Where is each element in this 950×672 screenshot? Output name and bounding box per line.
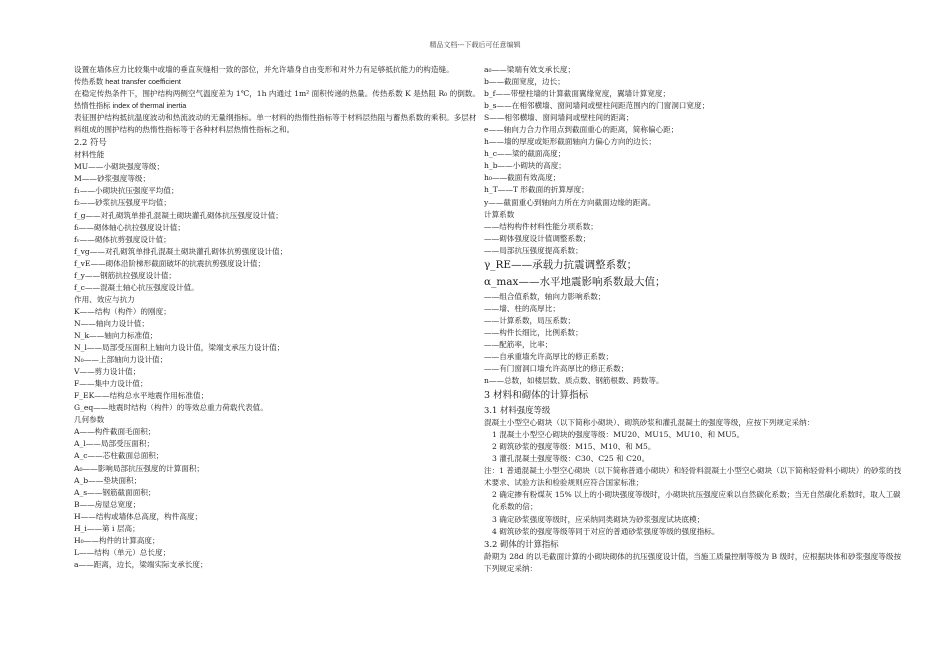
text-line: MU——小砌块强度等级； bbox=[74, 162, 165, 172]
text-line: F_EK——结构总水平地震作用标准值； bbox=[74, 391, 209, 401]
text-line: ——构件长细比，比例系数； bbox=[484, 327, 583, 337]
text-line: b_f——带壁柱墙的计算截面翼缘宽度，翼墙计算宽度； bbox=[484, 89, 671, 99]
text-line: N——轴向力设计值； bbox=[74, 318, 149, 328]
text-line: 注：1 普通混凝土小型空心砌块（以下简称普通小砌块）和轻骨料混凝土小型空心砌块（以下简称轻骨料小砌块）的砂浆的技术要求、试验方法和检验规则应符合国家标准； bbox=[484, 466, 902, 488]
text-line: A_c——芯柱截面总面积； bbox=[74, 451, 164, 461]
text-line: N_k——轴向力标准值； bbox=[74, 330, 158, 340]
text-line: ——结构构件材料性能分项系数； bbox=[484, 221, 598, 231]
text-line: A——构件截面毛面积； bbox=[74, 427, 156, 437]
text-line: h_T——T 形截面的折算厚度； bbox=[484, 185, 589, 195]
text-line: A₀——影响局部抗压强度的计算面积； bbox=[74, 463, 205, 473]
text-line: 3 确定砂浆强度等级时，应采纳同类砌块为砂浆强度试块底模； bbox=[492, 514, 705, 524]
text-line: 传热系数 heat transfer coefficient bbox=[74, 77, 181, 87]
text-line: 2.2 符号 bbox=[74, 137, 107, 148]
text-line: B——房屋总宽度； bbox=[74, 499, 141, 509]
text-line: N_l——局部受压面积上轴向力设计值，梁端支承压力设计值； bbox=[74, 343, 285, 353]
text-line: H——结构或墙体总高度，构件高度； bbox=[74, 511, 203, 521]
text-line: a——距离，边长，梁端实际支承长度； bbox=[74, 559, 208, 569]
text-line: F——集中力设计值； bbox=[74, 379, 148, 389]
text-line: f₂——砂浆抗压强度平均值； bbox=[74, 198, 171, 208]
text-line: ——墙、柱的高厚比； bbox=[484, 303, 560, 313]
text-line: K——结构（构件）的刚度； bbox=[74, 306, 171, 316]
text-line: ——组合值系数，轴向力影响系数； bbox=[484, 291, 606, 301]
text-line: 表征围护结构抵抗温度波动和热流波动的无量纲指标。单一材料的热惰性指标等于材料层热阻与蓄热系数的乘积。多层材料组成的围护结构的热惰性指标等于各种材料层热惰性指标之和。 bbox=[74, 113, 477, 135]
text-line: f_vE——砌体沿阶梯形截面破坏的抗震抗剪强度设计值； bbox=[74, 258, 266, 268]
text-line: f_vg——对孔砌筑单排孔混凝土砌块灌孔砌体抗剪强度设计值； bbox=[74, 246, 288, 256]
text-line: b——截面宽度，边长； bbox=[484, 77, 565, 87]
text-line: 计算系数 bbox=[484, 209, 515, 219]
text-line: 作用、效应与抗力 bbox=[74, 294, 135, 304]
text-line: S——相邻横墙、窗间墙间或壁柱间的距离； bbox=[484, 113, 634, 123]
text-line: A_l——局部受压面积； bbox=[74, 439, 155, 449]
text-line: N₀——上部轴向力设计值； bbox=[74, 355, 168, 365]
text-line: n——总数，如楼层数、质点数、钢筋根数、跨数等。 bbox=[484, 376, 664, 386]
text-line: e——轴向力合力作用点到截面重心的距离，简称偏心距； bbox=[484, 125, 679, 135]
text-line: α_max——水平地震影响系数最大值； bbox=[484, 275, 666, 288]
left-column bbox=[74, 64, 482, 571]
text-line: 4 砌筑砂浆的强度等级等同于对应的普通砂浆强度等级的强度指标。 bbox=[492, 526, 720, 536]
text-line: ——计算系数，局压系数； bbox=[484, 315, 576, 325]
text-line: M——砂浆强度等级； bbox=[74, 174, 151, 184]
text-line: 2 确定掺有粉煤灰 15% 以上的小砌块强度等级时，小砌块抗压强度应乘以自然碳化系数；当无自然碳化系数时，取人工碳化系数的倍； bbox=[492, 490, 901, 512]
text-line: h_c——梁的截面高度； bbox=[484, 149, 566, 159]
page-header: 精品文档---下载后可任意编辑 bbox=[429, 41, 521, 49]
text-line: a₀——梁端有效支承长度； bbox=[484, 65, 576, 74]
text-line: h₀——截面有效高度； bbox=[484, 173, 561, 183]
text-line: 3 材料和砌体的计算指标 bbox=[484, 390, 589, 402]
text-line: ——自承重墙允许高厚比的修正系数； bbox=[484, 351, 614, 361]
text-line: h_b——小砌块的高度； bbox=[484, 161, 566, 171]
text-line: ——砌体强度设计值调整系数； bbox=[484, 233, 591, 243]
text-line: A_b——垫块面积； bbox=[74, 475, 142, 485]
text-line: ——有门窗洞口墙允许高厚比的修正系数； bbox=[484, 364, 629, 374]
text-line: L——结构（单元）总长度； bbox=[74, 547, 171, 557]
text-line: ——局部抗压强度提高系数； bbox=[484, 245, 583, 255]
text-line: 材料性能 bbox=[74, 150, 105, 160]
text-line: 2 砌筑砂浆的强度等级：M15、M10、和 M5。 bbox=[492, 442, 656, 452]
text-line: V——剪力设计值； bbox=[74, 367, 141, 377]
text-line: H_i——第 i 层高； bbox=[74, 523, 140, 533]
text-line: f_c——混凝土轴心抗压强度设计值。 bbox=[74, 282, 199, 292]
right-column bbox=[484, 64, 904, 575]
text-line: 1 混凝土小型空心砌块的强度等级：MU20、MU15、MU10、和 MU5。 bbox=[492, 430, 745, 440]
text-line: H₀——构件的计算高度； bbox=[74, 535, 160, 545]
text-line: G_eq——地震时结构（构件）的等效总重力荷载代表值。 bbox=[74, 403, 268, 413]
text-line: 在稳定传热条件下，围护结构两侧空气温度差为 1℃，1h 内通过 1m² 面积传递的热量。传热系数 K 是热阻 R₀ 的倒数。 bbox=[74, 89, 480, 99]
text-line: fₜ——砌体轴心抗拉强度设计值； bbox=[74, 222, 185, 232]
text-line: 设置在墙体应力比较集中或墙的垂直灰缝相一致的部位，并允许墙身自由变形和对外力有足够抵抗能力的构造缝。 bbox=[74, 65, 454, 74]
text-line: b_s——在相邻横墙、窗间墙间或壁柱间距范围内的门窗洞口宽度； bbox=[484, 101, 710, 111]
text-line: h——墙的厚度或矩形截面轴向力偏心方向的边长； bbox=[484, 137, 656, 147]
text-line: f_y——钢筋抗拉强度设计值； bbox=[74, 270, 177, 280]
text-line: ——配筋率，比率； bbox=[484, 339, 553, 349]
text-line: 3 灌孔混凝土强度等级：C30、C25 和 C20。 bbox=[492, 454, 650, 464]
text-line: 热惰性指标 index of thermal inertia bbox=[74, 101, 187, 111]
text-line: y——截面重心到轴向力所在方向截面边缘的距离。 bbox=[484, 197, 656, 207]
text-line: 几何参数 bbox=[74, 415, 105, 425]
text-line: 混凝土小型空心砌块（以下简称小砌块）、砌筑砂浆和灌孔混凝土的强度等级，应按下列规定采纳： bbox=[484, 418, 815, 428]
text-line: f_g——对孔砌筑单排孔混凝土砌块灌孔砌体抗压强度设计值； bbox=[74, 210, 283, 220]
text-line: A_s——钢筋截面面积； bbox=[74, 487, 156, 497]
text-line: γ_RE——承载力抗震调整系数； bbox=[484, 258, 638, 271]
text-line: 3.2 砌体的计算指标 bbox=[484, 538, 559, 549]
text-line: 龄期为 28d 的以毛截面计算的小砌块砌体的抗压强度设计值，当施工质量控制等级为 B 级时，应根据块体和砂浆强度等级按下列规定采纳： bbox=[484, 551, 902, 573]
text-line: f₁——小砌块抗压强度平均值； bbox=[74, 186, 179, 196]
text-line: fᵥ——砌体抗剪强度设计值； bbox=[74, 234, 171, 244]
text-line: 3.1 材料强度等级 bbox=[484, 405, 551, 416]
